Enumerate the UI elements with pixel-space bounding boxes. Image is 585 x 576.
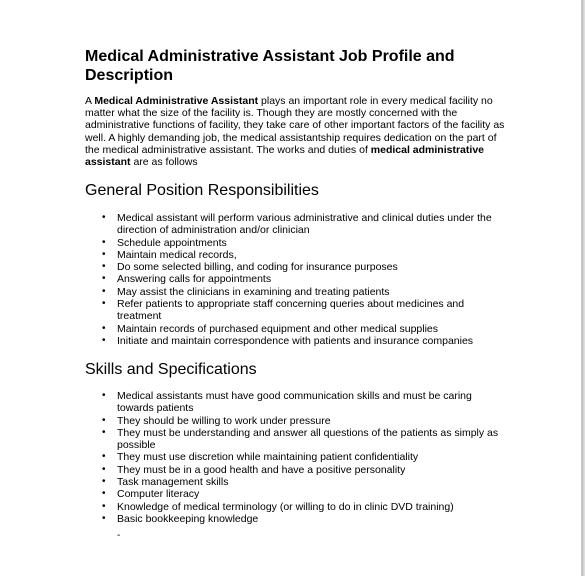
bullet-icon: • — [102, 476, 106, 488]
bullet-icon: • — [102, 248, 106, 260]
bullet-icon: • — [102, 512, 106, 524]
list-item-text: They must be understanding and answer all questions of the patients as simply as possible — [117, 426, 499, 452]
bullet-icon: • — [102, 334, 106, 346]
bullet-icon: • — [102, 261, 106, 273]
skills-list — [85, 390, 510, 525]
responsibilities-heading: General Position Responsibilities — [85, 182, 319, 199]
list-item-text: Schedule appointments — [117, 236, 227, 249]
bullet-icon: • — [102, 463, 106, 475]
bullet-icon: • — [102, 322, 106, 334]
skills-heading: Skills and Specifications — [85, 361, 257, 378]
list-item-text: Initiate and maintain correspondence with patients and insurance companies — [117, 334, 474, 347]
list-item — [85, 488, 510, 500]
list-item — [85, 249, 510, 261]
list-item-text: Medical assistant will perform various administrative and clinical duties under the direction of administration and/or clinician — [117, 212, 492, 237]
page-title: Medical Administrative Assistant Job Profile and Description — [85, 48, 455, 84]
bullet-icon: • — [102, 273, 106, 285]
list-item — [85, 451, 510, 463]
bullet-icon: • — [102, 236, 106, 248]
responsibilities-list — [85, 212, 510, 347]
list-item-text: May assist the clinicians in examining and treating patients — [117, 285, 390, 298]
bullet-icon: • — [102, 488, 106, 500]
trailing-dash-mark: - — [117, 530, 121, 541]
list-item — [85, 335, 510, 347]
list-item — [85, 415, 510, 427]
list-item-text: Maintain records of purchased equipment and other medical supplies — [117, 322, 439, 335]
list-item — [85, 476, 510, 488]
list-item-text: Medical assistants must have good communication skills and must be caring towards patients — [117, 390, 472, 415]
list-item — [85, 390, 510, 415]
list-item-text: They must be in a good health and have a positive personality — [117, 463, 406, 476]
bullet-icon: • — [102, 426, 106, 438]
list-item-text: They should be willing to work under pressure — [117, 414, 331, 427]
intro-bold-role-2: medical administrative assistant — [85, 143, 484, 169]
list-item-text: Computer literacy — [117, 488, 200, 501]
list-item — [85, 513, 510, 525]
list-item-text: Knowledge of medical terminology (or willing to do in clinic DVD training) — [117, 500, 454, 513]
list-item — [85, 237, 510, 249]
intro-text-a: A — [85, 95, 95, 107]
list-item — [85, 261, 510, 273]
bullet-icon: • — [102, 390, 106, 401]
list-item — [85, 286, 510, 298]
intro-text-d: are as follows — [130, 156, 198, 169]
list-item-text: Refer patients to appropriate staff concerning queries about medicines and treatment — [117, 298, 465, 323]
list-item — [85, 427, 510, 452]
bullet-icon: • — [102, 298, 106, 310]
list-item — [85, 464, 510, 476]
bullet-icon: • — [102, 414, 106, 426]
bullet-icon: • — [102, 451, 106, 463]
list-item-text: Answering calls for appointments — [117, 273, 272, 286]
list-item-text: They must use discretion while maintaining patient confidentiality — [117, 451, 419, 464]
bullet-icon: • — [102, 285, 106, 297]
list-item-text: Do some selected billing, and coding for insurance purposes — [117, 261, 398, 274]
list-item — [85, 212, 510, 237]
list-item — [85, 273, 510, 285]
list-item — [85, 298, 510, 323]
list-item-text: Task management skills — [117, 476, 229, 489]
list-item — [85, 501, 510, 513]
bullet-icon: • — [102, 212, 106, 223]
bullet-icon: • — [102, 500, 106, 512]
list-item-text: Basic bookkeeping knowledge — [117, 512, 259, 525]
intro-text-c: plays an important role in every medical facility no matter what the size of the facility is. Though they are mostly concerned with the administrative functions of facility, they take care of other important factors of the facility as well. A highly demanding job, the medical assistantship requires dedication on the part of the medical administrative assistant. The works and duties of — [85, 95, 505, 156]
intro-paragraph — [85, 95, 510, 168]
list-item-text: Maintain medical records, — [117, 248, 237, 261]
list-item — [85, 323, 510, 335]
intro-bold-role: Medical Administrative Assistant — [94, 95, 259, 107]
